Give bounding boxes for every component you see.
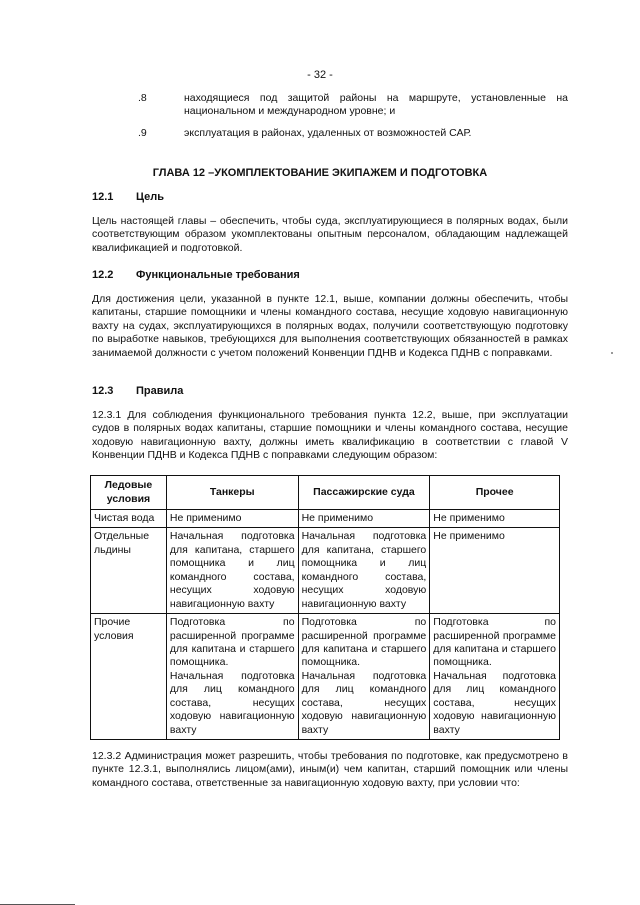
section-heading-12-2 xyxy=(92,268,300,282)
table-cell: Подготовка по расширенной программе для капитана и старшего помощника. Начальная подготовка для лиц командного состава, несущих ходовую навигационную вахту xyxy=(166,614,298,740)
section-title: Функциональные требования xyxy=(136,269,300,281)
table-cell: Не применимо xyxy=(430,510,560,528)
table-cell: Не применимо xyxy=(430,528,560,614)
table-row xyxy=(91,510,560,528)
paragraph-12-3-2: 12.3.2 Администрация может разрешить, чтобы требования по подготовке, как предусмотрено в пункте 12.3.1, выполнялись лицом(ами), иным(и) чем капитан, старший помощник или члены командного состава, ответственные за навигационную ходовую вахту, при условии что: xyxy=(92,750,568,789)
list-item-number: .8 xyxy=(138,92,147,104)
section-heading-12-3 xyxy=(92,384,183,398)
table-cell: Подготовка по расширенной программе для капитана и старшего помощника. Начальная подготовка для лиц командного состава, несущих ходовую навигационную вахту xyxy=(298,614,430,740)
paragraph-12-3-1: 12.3.1 Для соблюдения функционального требования пункта 12.2, выше, при эксплуатации судов в полярных водах капитаны, старшие помощники и члены командного состава, несущие ходовую навигационную вахту, должны иметь квалификацию в соответствии с главой V Конвенции ПДНВ и Кодекса ПДНВ с поправками следующим образом: xyxy=(92,409,568,462)
list-item-text: эксплуатация в районах, удаленных от возможностей САР. xyxy=(184,127,472,139)
training-requirements-table xyxy=(90,475,560,740)
header-tankers: Танкеры xyxy=(166,476,298,510)
header-passenger-ships: Пассажирские суда xyxy=(298,476,430,510)
table-row xyxy=(91,614,560,740)
header-ice-conditions: Ледовые условия xyxy=(91,476,167,510)
section-number: 12.2 xyxy=(92,269,114,281)
table-cell: Не применимо xyxy=(298,510,430,528)
section-title: Правила xyxy=(136,385,184,397)
table-cell: Отдельные льдины xyxy=(91,528,167,614)
table-cell: Не применимо xyxy=(166,510,298,528)
section-heading-12-1 xyxy=(92,190,164,204)
table-cell: Начальная подготовка для капитана, старшего помощника и лиц командного состава, несущих ходовую навигационную вахту xyxy=(166,528,298,614)
scan-speck xyxy=(611,352,613,354)
table-cell: Подготовка по расширенной программе для капитана и старшего помощника. Начальная подготовка для лиц командного состава, несущих ходовую навигационную вахту xyxy=(430,614,560,740)
table-cell: Чистая вода xyxy=(91,510,167,528)
table-cell: Прочие условия xyxy=(91,614,167,740)
page-number: - 32 - xyxy=(307,69,333,81)
section-number: 12.1 xyxy=(92,191,114,203)
table-row xyxy=(91,528,560,614)
table-cell: Начальная подготовка для капитана, старшего помощника и лиц командного состава, несущих ходовую навигационную вахту xyxy=(298,528,430,614)
paragraph-12-1: Цель настоящей главы – обеспечить, чтобы суда, эксплуатирующиеся в полярных водах, были соответствующим образом укомплектованы опытным персоналом, обладающим надлежащей квалификацией и подготовкой. xyxy=(92,215,568,254)
list-item-number: .9 xyxy=(138,127,147,139)
chapter-title: ГЛАВА 12 –УКОМПЛЕКТОВАНИЕ ЭКИПАЖЕМ И ПОДГОТОВКА xyxy=(152,167,488,179)
section-title: Цель xyxy=(136,191,165,203)
paragraph-12-2: Для достижения цели, указанной в пункте 12.1, выше, компании должны обеспечить, чтобы капитаны, старшие помощники и члены командного состава, несущие ходовую навигационную вахту на судах, эксплуатирующихся в полярных водах, получили соответствующую подготовку по выработке навыков, требующихся для выполнения соответствующих обязанностей в рамках занимаемой должности с учетом положений Конвенции ПДНВ и Кодекса ПДНВ с поправками. xyxy=(92,293,568,359)
list-item-text: находящиеся под защитой районы на маршруте, установленные на национальном и международном уровне; и xyxy=(184,92,568,118)
header-other: Прочее xyxy=(430,476,560,510)
table-header-row xyxy=(91,476,560,510)
section-number: 12.3 xyxy=(92,385,114,397)
